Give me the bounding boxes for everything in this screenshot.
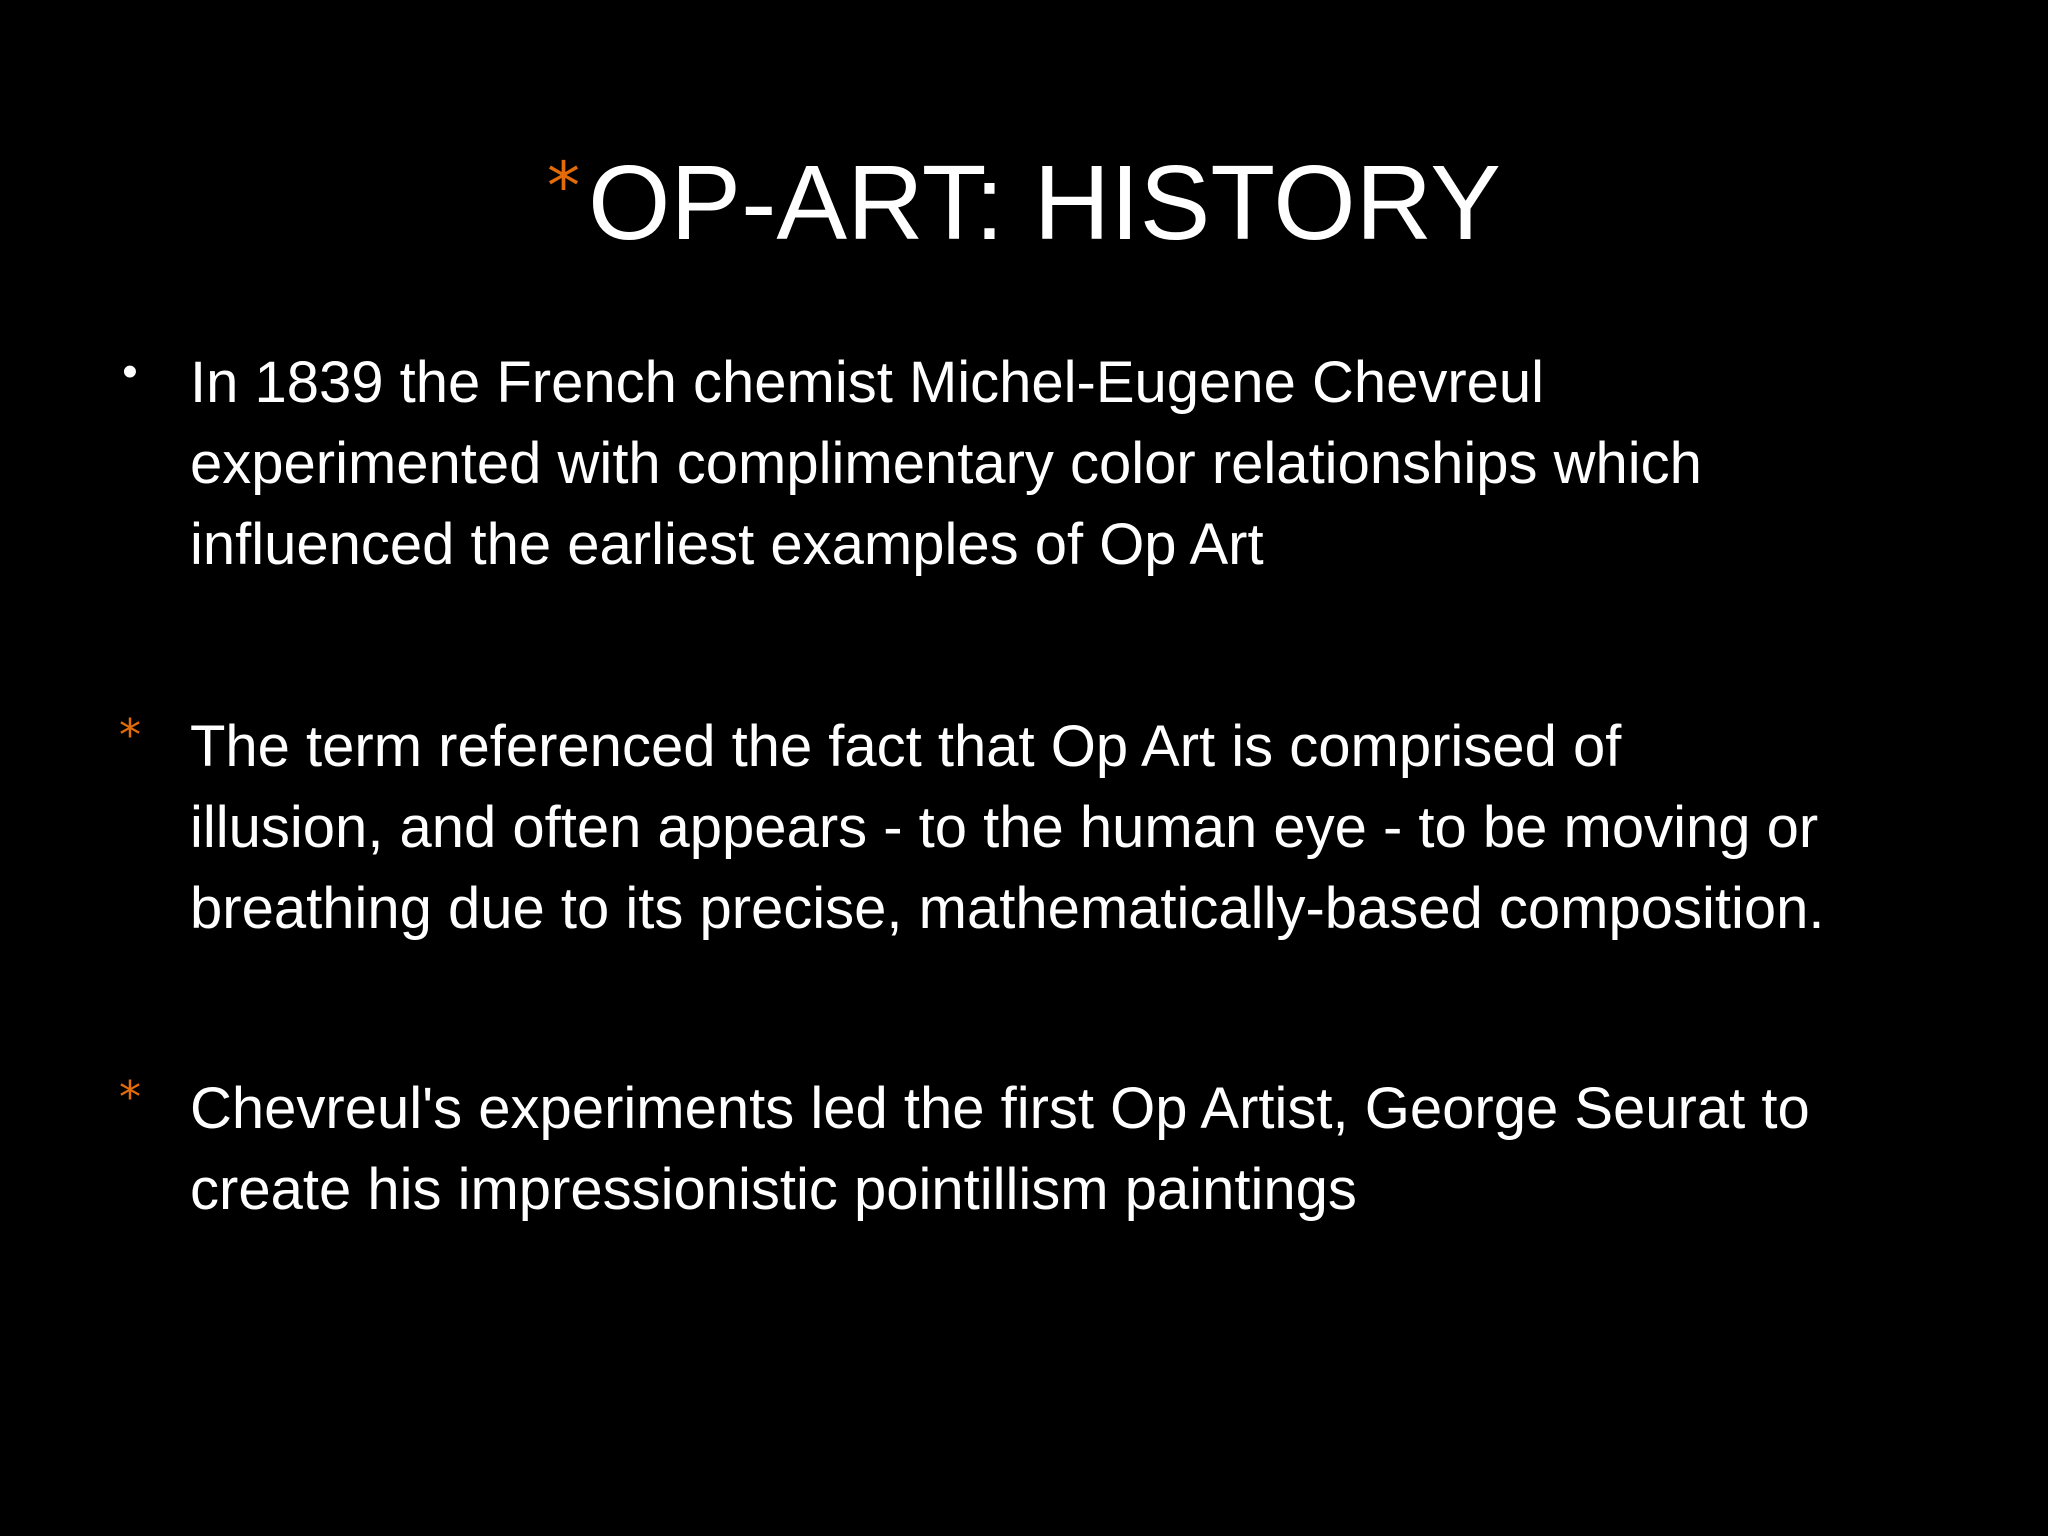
asterisk-icon: * — [119, 1072, 141, 1123]
bullet-text — [190, 706, 2048, 949]
bullet-line: influenced the earliest examples of Op Art — [190, 512, 1264, 577]
bullet-text — [190, 1068, 2048, 1230]
bullet-line: create his impressionistic pointillism paintings — [190, 1157, 1357, 1222]
slide-title: OP-ART: HISTORY — [587, 144, 1501, 262]
bullet-line: In 1839 the French chemist Michel-Eugene Chevreul — [190, 350, 1545, 415]
bullet-line: illusion, and often appears - to the human eye - to be moving or — [190, 795, 1819, 860]
bullet-dot-icon: • — [122, 347, 138, 396]
bullet-line: breathing due to its precise, mathematically-based composition. — [190, 876, 1825, 941]
asterisk-icon: * — [119, 710, 141, 761]
bullet-line: Chevreul's experiments led the first Op Artist, George Seurat to — [190, 1076, 1810, 1141]
bullet-text — [190, 342, 2048, 585]
asterisk-icon: * — [546, 148, 580, 225]
bullet-line: experimented with complimentary color relationships which — [190, 431, 1702, 496]
bullet-line: The term referenced the fact that Op Art is comprised of — [190, 714, 1622, 779]
slide-title-row — [0, 144, 2048, 262]
